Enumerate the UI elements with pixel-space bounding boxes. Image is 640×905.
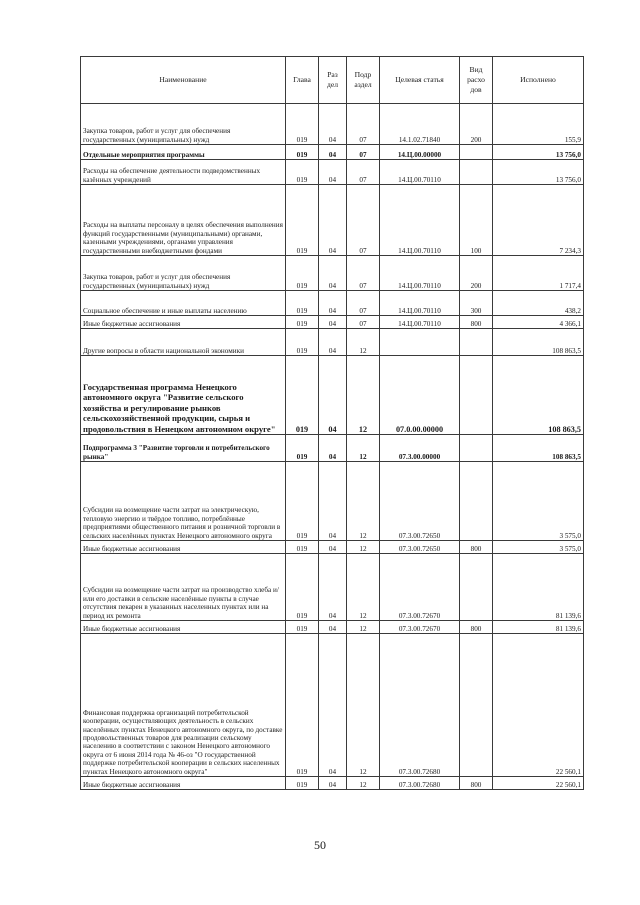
table-row <box>81 185 584 256</box>
row-razdel: 04 <box>319 316 347 329</box>
row-name: Расходы на выплаты персоналу в целях обеспечения выполнения функций государственными (муниципальными) органами, казенными учреждениями, органами управления государственными внебюджетными фондами <box>81 185 286 256</box>
row-podrazdel: 12 <box>347 462 380 541</box>
row-razdel: 04 <box>319 104 347 145</box>
row-vid <box>460 634 493 777</box>
row-amount: 22 560,1 <box>493 777 584 790</box>
table-row <box>81 554 584 621</box>
table-row <box>81 634 584 777</box>
row-podrazdel: 07 <box>347 160 380 185</box>
row-name: Субсидии на возмещение части затрат на производство хлеба и/или его доставки в сельские населённые пункты в случае отсутствия пекарен в указанных населенных пунктах или на период их ремонта <box>81 554 286 621</box>
row-glava: 019 <box>286 291 319 316</box>
row-statya: 14.1.02.71840 <box>380 104 460 145</box>
row-glava: 019 <box>286 145 319 160</box>
budget-table <box>80 56 584 790</box>
row-glava: 019 <box>286 316 319 329</box>
row-name: Подпрограмма 3 "Развитие торговли и потребительского рынка" <box>81 435 286 462</box>
row-podrazdel: 12 <box>347 621 380 634</box>
table-row <box>81 329 584 356</box>
row-statya: 07.3.00.72650 <box>380 541 460 554</box>
col-header-razdel: Раз дел <box>319 57 347 104</box>
row-podrazdel: 12 <box>347 329 380 356</box>
row-statya: 07.3.00.72680 <box>380 777 460 790</box>
row-amount: 3 575,0 <box>493 541 584 554</box>
row-podrazdel: 07 <box>347 104 380 145</box>
row-name: Финансовая поддержка организаций потребительской кооперации, осуществляющих деятельность в сельских населённых пунктах Ненецкого автономного округа, по доставке продовольственных товаров для реализации сельскому населению в соответствии с законом Ненецкого автономного округа от 6 июня 2014 года № 46-оз "О государственной поддержке потребительской кооперации в сельских населенных пунктах Ненецкого автономного округа" <box>81 634 286 777</box>
row-podrazdel: 12 <box>347 634 380 777</box>
row-statya: 07.0.00.00000 <box>380 356 460 435</box>
row-razdel: 04 <box>319 160 347 185</box>
row-amount: 108 863,5 <box>493 329 584 356</box>
row-glava: 019 <box>286 554 319 621</box>
row-razdel: 04 <box>319 554 347 621</box>
col-header-glava: Глава <box>286 57 319 104</box>
row-glava: 019 <box>286 104 319 145</box>
row-razdel: 04 <box>319 256 347 291</box>
row-glava: 019 <box>286 621 319 634</box>
row-razdel: 04 <box>319 435 347 462</box>
row-statya: 07.3.00.72670 <box>380 554 460 621</box>
row-name: Иные бюджетные ассигнования <box>81 541 286 554</box>
row-vid <box>460 462 493 541</box>
row-glava: 019 <box>286 462 319 541</box>
row-razdel: 04 <box>319 621 347 634</box>
table-row <box>81 541 584 554</box>
row-name: Другие вопросы в области национальной экономики <box>81 329 286 356</box>
row-podrazdel: 12 <box>347 356 380 435</box>
table-row <box>81 777 584 790</box>
row-amount: 22 560,1 <box>493 634 584 777</box>
table-row <box>81 145 584 160</box>
row-amount: 81 139,6 <box>493 554 584 621</box>
row-vid: 200 <box>460 256 493 291</box>
row-name: Субсидии на возмещение части затрат на электрическую, тепловую энергию и твёрдое топливо, потреблённые предприятиями общественного питания и розничной торговли в сельских населённых пунктах Ненецкого автономного округа <box>81 462 286 541</box>
table-header-row <box>81 57 584 104</box>
row-razdel: 04 <box>319 291 347 316</box>
row-glava: 019 <box>286 160 319 185</box>
table-row <box>81 291 584 316</box>
row-podrazdel: 07 <box>347 145 380 160</box>
row-name: Социальное обеспечение и иные выплаты населению <box>81 291 286 316</box>
row-name: Иные бюджетные ассигнования <box>81 316 286 329</box>
row-glava: 019 <box>286 541 319 554</box>
row-podrazdel: 12 <box>347 435 380 462</box>
table-row <box>81 160 584 185</box>
row-razdel: 04 <box>319 777 347 790</box>
row-glava: 019 <box>286 356 319 435</box>
table-row <box>81 462 584 541</box>
row-vid: 800 <box>460 316 493 329</box>
table-row <box>81 621 584 634</box>
col-header-statya: Целевая статья <box>380 57 460 104</box>
row-razdel: 04 <box>319 356 347 435</box>
row-vid <box>460 329 493 356</box>
row-statya: 07.3.00.72650 <box>380 462 460 541</box>
table-row <box>81 316 584 329</box>
row-vid: 100 <box>460 185 493 256</box>
row-glava: 019 <box>286 329 319 356</box>
row-amount: 108 863,5 <box>493 435 584 462</box>
row-razdel: 04 <box>319 462 347 541</box>
page-number: 50 <box>314 838 326 852</box>
row-razdel: 04 <box>319 185 347 256</box>
col-header-amount: Исполнено <box>493 57 584 104</box>
table-row <box>81 435 584 462</box>
row-name: Иные бюджетные ассигнования <box>81 621 286 634</box>
row-statya: 14.Ц.00.70110 <box>380 316 460 329</box>
col-header-podrazdel: Подр аздел <box>347 57 380 104</box>
row-amount: 13 756,0 <box>493 160 584 185</box>
row-podrazdel: 07 <box>347 256 380 291</box>
row-razdel: 04 <box>319 541 347 554</box>
col-header-name: Наименование <box>81 57 286 104</box>
row-podrazdel: 07 <box>347 291 380 316</box>
row-amount: 1 717,4 <box>493 256 584 291</box>
row-statya: 14.Ц.00.70110 <box>380 291 460 316</box>
row-amount: 108 863,5 <box>493 356 584 435</box>
row-razdel: 04 <box>319 329 347 356</box>
row-statya: 14.Ц.00.70110 <box>380 256 460 291</box>
row-statya: 14.Ц.00.00000 <box>380 145 460 160</box>
row-glava: 019 <box>286 634 319 777</box>
row-podrazdel: 12 <box>347 554 380 621</box>
row-razdel: 04 <box>319 634 347 777</box>
col-header-vid: Вид расхо дов <box>460 57 493 104</box>
row-name: Государственная программа Ненецкого автономного округа "Развитие сельского хозяйства и регулирование рынков сельскохозяйственной продукции, сырья и продовольствия в Ненецком автономном округе" <box>81 356 286 435</box>
row-name: Отдельные мероприятия программы <box>81 145 286 160</box>
row-name: Иные бюджетные ассигнования <box>81 777 286 790</box>
row-amount: 438,2 <box>493 291 584 316</box>
table-row <box>81 256 584 291</box>
row-statya: 07.3.00.72680 <box>380 634 460 777</box>
row-amount: 3 575,0 <box>493 462 584 541</box>
row-amount: 155,9 <box>493 104 584 145</box>
row-statya: 14.Ц.00.70110 <box>380 185 460 256</box>
table-body <box>81 104 584 790</box>
row-glava: 019 <box>286 185 319 256</box>
row-vid: 200 <box>460 104 493 145</box>
row-amount: 4 366,1 <box>493 316 584 329</box>
table-row <box>81 104 584 145</box>
row-podrazdel: 07 <box>347 316 380 329</box>
row-name: Расходы на обеспечение деятельности подведомственных казённых учреждений <box>81 160 286 185</box>
row-podrazdel: 07 <box>347 185 380 256</box>
row-statya <box>380 329 460 356</box>
row-glava: 019 <box>286 256 319 291</box>
row-statya: 07.3.00.00000 <box>380 435 460 462</box>
row-amount: 7 234,3 <box>493 185 584 256</box>
row-name: Закупка товаров, работ и услуг для обеспечения государственных (муниципальных) нужд <box>81 256 286 291</box>
row-podrazdel: 12 <box>347 541 380 554</box>
row-vid <box>460 356 493 435</box>
row-vid <box>460 145 493 160</box>
table-row <box>81 356 584 435</box>
row-razdel: 04 <box>319 145 347 160</box>
row-statya: 14.Ц.00.70110 <box>380 160 460 185</box>
row-vid: 800 <box>460 777 493 790</box>
row-vid: 800 <box>460 621 493 634</box>
row-name: Закупка товаров, работ и услуг для обеспечения государственных (муниципальных) нужд <box>81 104 286 145</box>
row-vid <box>460 554 493 621</box>
row-statya: 07.3.00.72670 <box>380 621 460 634</box>
row-vid: 300 <box>460 291 493 316</box>
row-vid: 800 <box>460 541 493 554</box>
row-podrazdel: 12 <box>347 777 380 790</box>
row-amount: 81 139,6 <box>493 621 584 634</box>
row-vid <box>460 160 493 185</box>
row-glava: 019 <box>286 777 319 790</box>
row-amount: 13 756,0 <box>493 145 584 160</box>
row-glava: 019 <box>286 435 319 462</box>
row-vid <box>460 435 493 462</box>
